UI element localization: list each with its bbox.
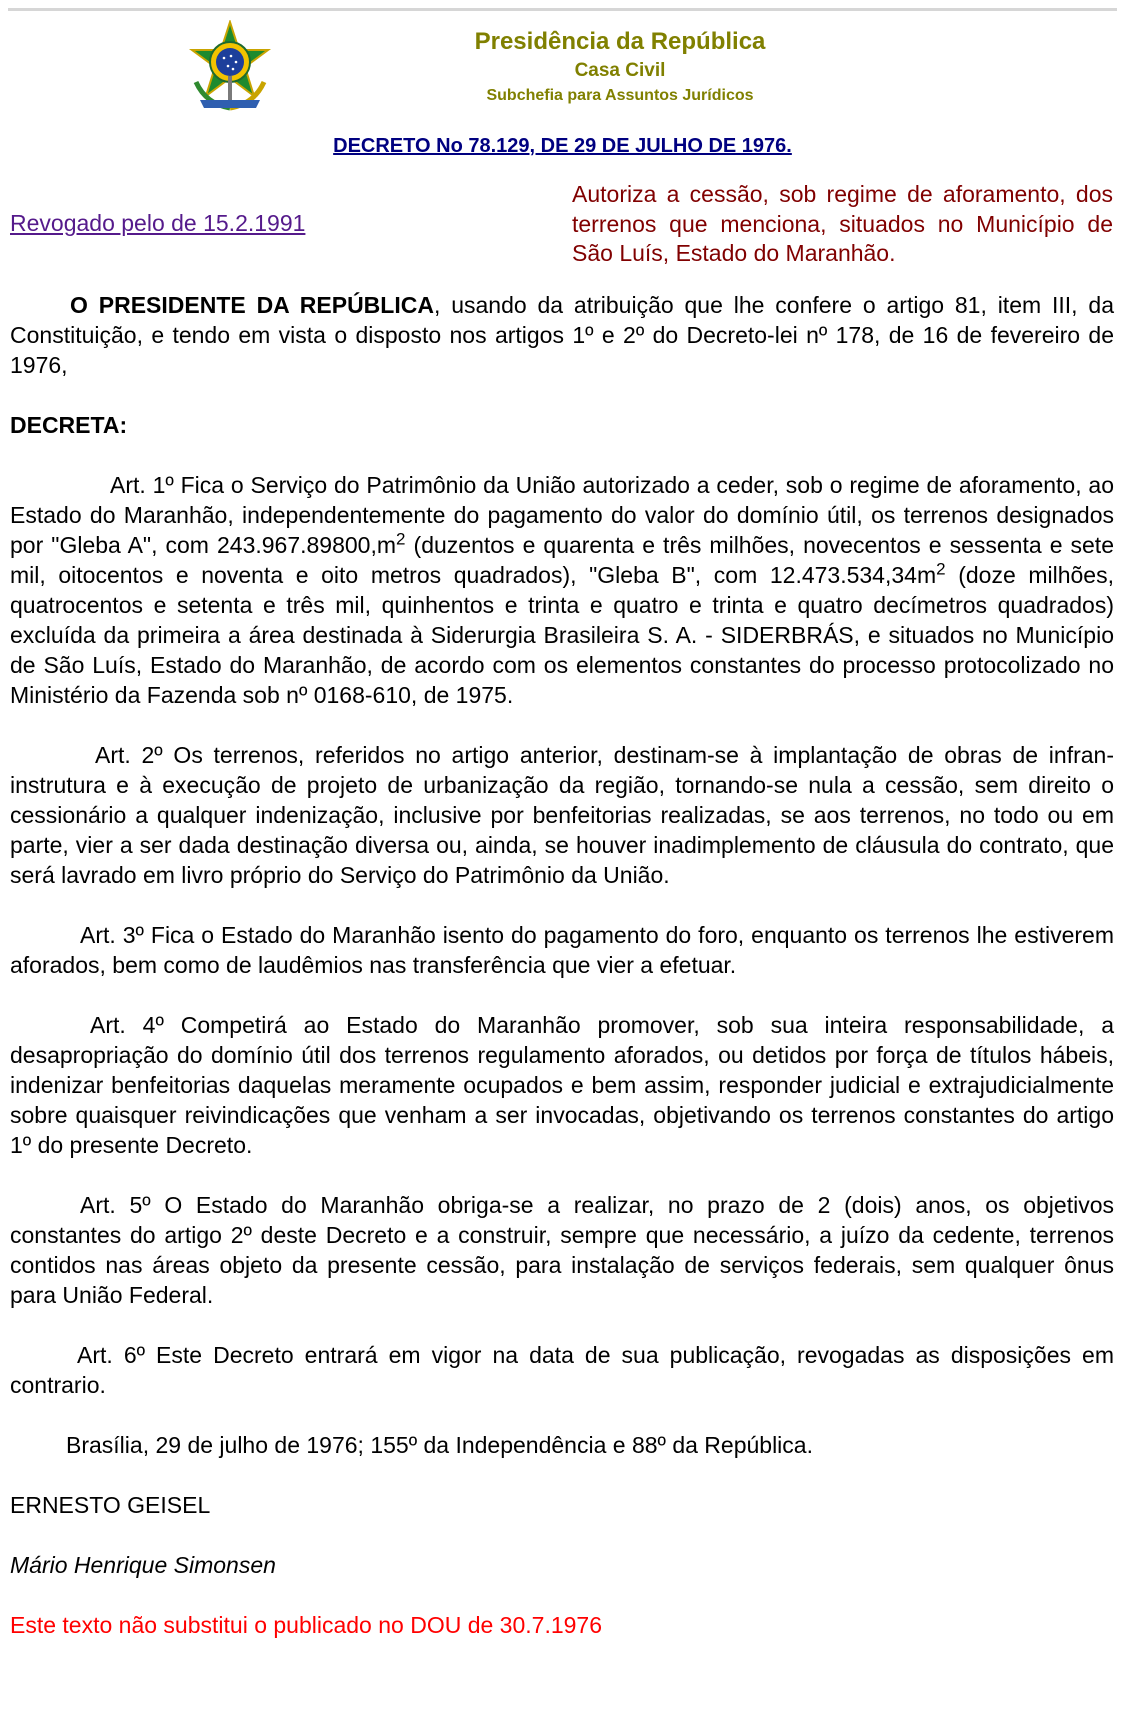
preamble-bold: O PRESIDENTE DA REPÚBLICA [70, 292, 434, 318]
page-header [0, 16, 1125, 116]
signature-president: ERNESTO GEISEL [10, 1492, 211, 1518]
decree-title-container [0, 132, 1125, 160]
article-1-sup2: 2 [936, 559, 946, 579]
decree-title[interactable]: DECRETO No 78.129, DE 29 DE JULHO DE 1976. [333, 135, 792, 157]
article-4: Art. 4º Competirá ao Estado do Maranhão promover, sob sua inteira responsabilidade, a desapropriação do domínio útil dos terrenos regulamento aforados, ou detidos por força de títulos hábeis, indenizar benfeitorias daquelas meramente ocupados e bem assim, responder judicial e extrajudicialmente sobre quaisquer reivindicações que venham a ser invocadas, objetivando os terrenos constantes do artigo 1º do presente Decreto. [10, 1012, 1114, 1158]
article-1-part2: (duzentos e quarenta e três milhões, novecentos e sessenta e sete mil, oitocentos e noventa e oito metros quadrados), "Gleba B", com 12.473.534,34m [10, 532, 1114, 588]
article-2: Art. 2º Os terrenos, referidos no artigo anterior, destinam-se à implantação de obras de infran-instrutura e à execução de projeto de urbanização da região, tornando-se nula a cessão, sem direito o cessionário a qualquer indenização, inclusive por benfeitorias realizadas, se aos terrenos, no todo ou em parte, vier a ser dada destinação diversa ou, ainda, se houver inadimplemento de cláusula do contrato, que será lavrado em livro próprio do Serviço do Patrimônio da União. [10, 742, 1114, 888]
decree-body [10, 290, 1114, 1670]
article-1-part1: Art. 1º Fica o Serviço do Patrimônio da União autorizado a ceder, sob o regime de aforamento, ao Estado do Maranhão, independentemente do pagamento do valor do domínio útil, os terrenos designados por "Gleba A", com 243.967.89800,m [10, 472, 1114, 558]
article-1 [10, 470, 1114, 710]
article-1-part3: (doze milhões, quatrocentos e setenta e três mil, quinhentos e trinta e quatro e trinta e quatro decímetros quadrados) excluída da primeira a área destinada à Siderurgia Brasileira S. A. - SIDERBRÁS, e situados no Município de São Luís, Estado do Maranhão, de acordo com os elementos constantes do processo protocolizado no Ministério da Fazenda sob nº 0168-610, de 1975. [10, 562, 1114, 708]
top-divider [8, 8, 1117, 11]
header-presidencia: Presidência da República [474, 28, 766, 55]
signature-minister: Mário Henrique Simonsen [10, 1552, 276, 1578]
article-3: Art. 3º Fica o Estado do Maranhão isento do pagamento do foro, enquanto os terrenos lhe estiverem aforados, bem como de laudêmios nas transferência que vier a efetuar. [10, 922, 1114, 978]
dou-notice: Este texto não substitui o publicado no DOU de 30.7.1976 [10, 1612, 603, 1638]
brazil-coat-of-arms-icon [186, 20, 274, 114]
article-1-sup1: 2 [396, 529, 406, 549]
header-subchefia: Subchefia para Assuntos Jurídicos [486, 87, 754, 104]
preamble-text: , usando da atribuição que lhe confere o artigo 81, item III, da Constituição, e tendo em vista o disposto nos artigos 1º e 2º do Decreto-lei nº 178, de 16 de fevereiro de 1976, [10, 292, 1114, 378]
article-5: Art. 5º O Estado do Maranhão obriga-se a realizar, no prazo de 2 (dois) anos, os objetivos constantes do artigo 2º deste Decreto e a construir, sempre que necessário, a juízo da cedente, terrenos contidos nas áreas objeto da presente cessão, para instalação de serviços federais, sem qualquer ônus para União Federal. [10, 1192, 1114, 1308]
header-titles [320, 26, 920, 108]
local-date: Brasília, 29 de julho de 1976; 155º da Independência e 88º da República. [66, 1432, 813, 1458]
decreta-heading: DECRETA: [10, 412, 128, 438]
preamble [10, 290, 1114, 380]
revogado-link[interactable]: Revogado pelo de 15.2.1991 [10, 210, 306, 236]
ementa: Autoriza a cessão, sob regime de aforamento, dos terrenos que menciona, situados no Município de São Luís, Estado do Maranhão. [572, 181, 1113, 266]
header-casa-civil: Casa Civil [574, 60, 666, 81]
article-6: Art. 6º Este Decreto entrará em vigor na data de sua publicação, revogadas as disposições em contrario. [10, 1342, 1114, 1398]
